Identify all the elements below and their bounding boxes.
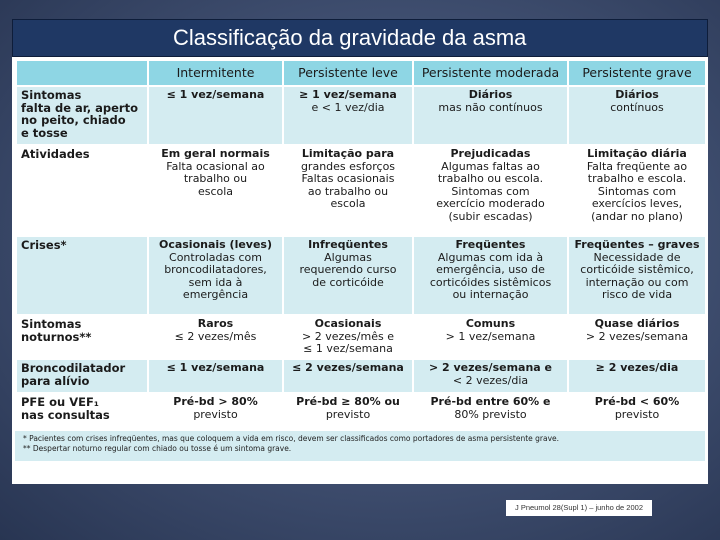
cell-line: > 2 vezes/semana — [585, 329, 689, 343]
cell-line: ≥ 1 vez/semana — [299, 88, 397, 101]
cell-line: Limitação diária — [587, 147, 687, 160]
cell-line: Algumas com ida à — [437, 250, 544, 264]
cell-atividades-moderada — [413, 145, 568, 236]
cell-line: Ocasionais (leves) — [158, 238, 273, 251]
cell-sintomas-leve — [283, 86, 413, 145]
cell-line: (subir escadas) — [448, 209, 533, 223]
cell-line: Diários — [468, 88, 513, 101]
header-persistente-grave: Persistente grave — [568, 60, 706, 86]
cell-line: exercícios leves, — [591, 197, 683, 210]
cell-sintomas-grave — [568, 86, 706, 145]
cell-line: internação ou com — [585, 275, 689, 289]
cell-line: Infreqüentes — [308, 238, 388, 251]
cell-line: ao trabalho ou — [307, 184, 389, 198]
row-label-broncodilatador: Broncodilatador para alívio — [16, 359, 148, 393]
cell-line: emergência, uso de — [436, 263, 545, 276]
table-row-atividades — [16, 145, 706, 236]
cell-line: Raros — [197, 317, 234, 330]
table-row-pfe — [16, 393, 706, 429]
table-row-broncodilatador — [16, 359, 706, 393]
cell-line: Algumas faltas ao — [441, 159, 540, 173]
cell-line: Limitação para — [301, 147, 395, 160]
cell-line: 80% previsto — [454, 407, 527, 421]
row-label-sintomas-noturnos: Sintomas noturnos** — [16, 315, 148, 359]
cell-noturnos-leve — [283, 315, 413, 359]
cell-noturnos-grave — [568, 315, 706, 359]
footnote-noturnos: ** Despertar noturno regular com chiado ou tosse é um sintoma grave. — [23, 444, 292, 453]
cell-noturnos-moderada — [413, 315, 568, 359]
cell-broncodilatador-intermitente — [148, 359, 283, 393]
cell-line: > 2 vezes/mês e — [302, 329, 394, 343]
row-label-atividades: Atividades — [16, 145, 148, 236]
footnote-crises: * Pacientes com crises infreqüentes, mas que coloquem a vida em risco, devem ser classificados como portadores de asma persistente grave. — [23, 434, 560, 443]
cell-atividades-grave — [568, 145, 706, 236]
cell-line: Controladas com — [169, 250, 262, 264]
table-header-row — [16, 60, 706, 86]
cell-line: trabalho ou — [183, 172, 248, 185]
table-row-crises — [16, 236, 706, 315]
row-label-sintomas: Sintomas falta de ar, aperto no peito, chiado e tosse — [16, 86, 148, 145]
cell-line: Freqüentes – graves — [574, 238, 700, 251]
cell-crises-grave — [568, 236, 706, 315]
cell-line: Pré-bd ≥ 80% ou — [296, 395, 400, 408]
cell-sintomas-intermitente — [148, 86, 283, 145]
cell-line: < 2 vezes/dia — [452, 373, 529, 387]
cell-line: Prejudicadas — [450, 147, 531, 160]
cell-broncodilatador-leve — [283, 359, 413, 393]
cell-line: escola — [330, 197, 366, 210]
header-corner — [16, 60, 148, 86]
cell-line: trabalho e escola. — [587, 172, 687, 185]
cell-line: > 1 vez/semana — [445, 329, 536, 343]
cell-line: emergência — [182, 288, 249, 301]
cell-line: exercício moderado — [436, 197, 545, 210]
cell-line: requerendo curso — [299, 263, 397, 276]
cell-pfe-leve — [283, 393, 413, 429]
cell-line: ≤ 2 vezes/mês — [174, 329, 257, 343]
cell-line: trabalho ou escola. — [437, 172, 544, 185]
source-citation: J Pneumol 28(Supl 1) – junho de 2002 — [506, 500, 652, 516]
asthma-severity-table — [15, 59, 707, 430]
cell-line: ou internação — [452, 288, 529, 301]
cell-line: grandes esforços — [300, 159, 396, 173]
cell-line: ≤ 1 vez/semana — [166, 361, 265, 374]
cell-line: Pré-bd < 60% — [594, 395, 680, 408]
cell-line: Algumas — [324, 250, 372, 264]
cell-line: ≤ 2 vezes/semana — [292, 361, 404, 374]
cell-line: Diários — [615, 88, 659, 101]
header-persistente-moderada: Persistente moderada — [413, 60, 568, 86]
cell-line: contínuos — [610, 100, 664, 114]
cell-line: ≥ 2 vezes/dia — [595, 361, 679, 374]
cell-broncodilatador-grave — [568, 359, 706, 393]
cell-line: Ocasionais — [314, 317, 382, 330]
cell-broncodilatador-moderada — [413, 359, 568, 393]
cell-line: Falta freqüente ao — [586, 159, 688, 173]
cell-line: previsto — [193, 407, 238, 421]
table-footnotes — [15, 431, 705, 461]
cell-line: > 2 vezes/semana e — [428, 361, 553, 374]
cell-atividades-intermitente — [148, 145, 283, 236]
row-label-pfe: PFE ou VEF₁ nas consultas — [16, 393, 148, 429]
slide-title-bar — [12, 19, 708, 57]
header-intermitente: Intermitente — [148, 60, 283, 86]
cell-line: e < 1 vez/dia — [311, 100, 385, 114]
cell-line: Em geral normais — [161, 147, 270, 160]
cell-line: Freqüentes — [455, 238, 526, 251]
classification-table-container — [12, 57, 708, 484]
table-row-sintomas — [16, 86, 706, 145]
cell-line: corticóide sistêmico, — [580, 263, 694, 276]
cell-sintomas-moderada — [413, 86, 568, 145]
cell-line: Pré-bd entre 60% e — [430, 395, 551, 408]
cell-line: Sintomas com — [451, 184, 530, 198]
cell-line: corticóides sistêmicos — [429, 275, 552, 289]
cell-pfe-intermitente — [148, 393, 283, 429]
cell-crises-intermitente — [148, 236, 283, 315]
cell-line: Falta ocasional ao — [166, 159, 265, 173]
slide-title: Classificação da gravidade da asma — [173, 25, 527, 50]
cell-line: broncodilatadores, — [164, 263, 267, 276]
cell-line: previsto — [325, 407, 371, 421]
cell-line: previsto — [614, 407, 660, 421]
cell-crises-moderada — [413, 236, 568, 315]
cell-line: ≤ 1 vez/semana — [303, 342, 393, 355]
cell-line: (andar no plano) — [591, 209, 683, 223]
cell-line: sem ida à — [188, 275, 243, 289]
cell-line: mas não contínuos — [438, 100, 543, 114]
cell-line: Pré-bd > 80% — [173, 395, 258, 408]
cell-line: Comuns — [465, 317, 516, 330]
cell-pfe-moderada — [413, 393, 568, 429]
cell-line: risco de vida — [601, 288, 673, 301]
cell-line: Sintomas com — [597, 184, 677, 198]
cell-crises-leve — [283, 236, 413, 315]
cell-line: Faltas ocasionais — [301, 172, 395, 185]
cell-pfe-grave — [568, 393, 706, 429]
cell-noturnos-intermitente — [148, 315, 283, 359]
header-persistente-leve: Persistente leve — [283, 60, 413, 86]
cell-line: Necessidade de — [593, 250, 681, 264]
cell-atividades-leve — [283, 145, 413, 236]
row-label-crises: Crises* — [16, 236, 148, 315]
cell-line: de corticóide — [312, 275, 384, 289]
table-row-sintomas-noturnos — [16, 315, 706, 359]
cell-line: escola — [197, 184, 234, 198]
cell-line: Quase diários — [594, 317, 680, 330]
cell-line: ≤ 1 vez/semana — [166, 88, 265, 101]
